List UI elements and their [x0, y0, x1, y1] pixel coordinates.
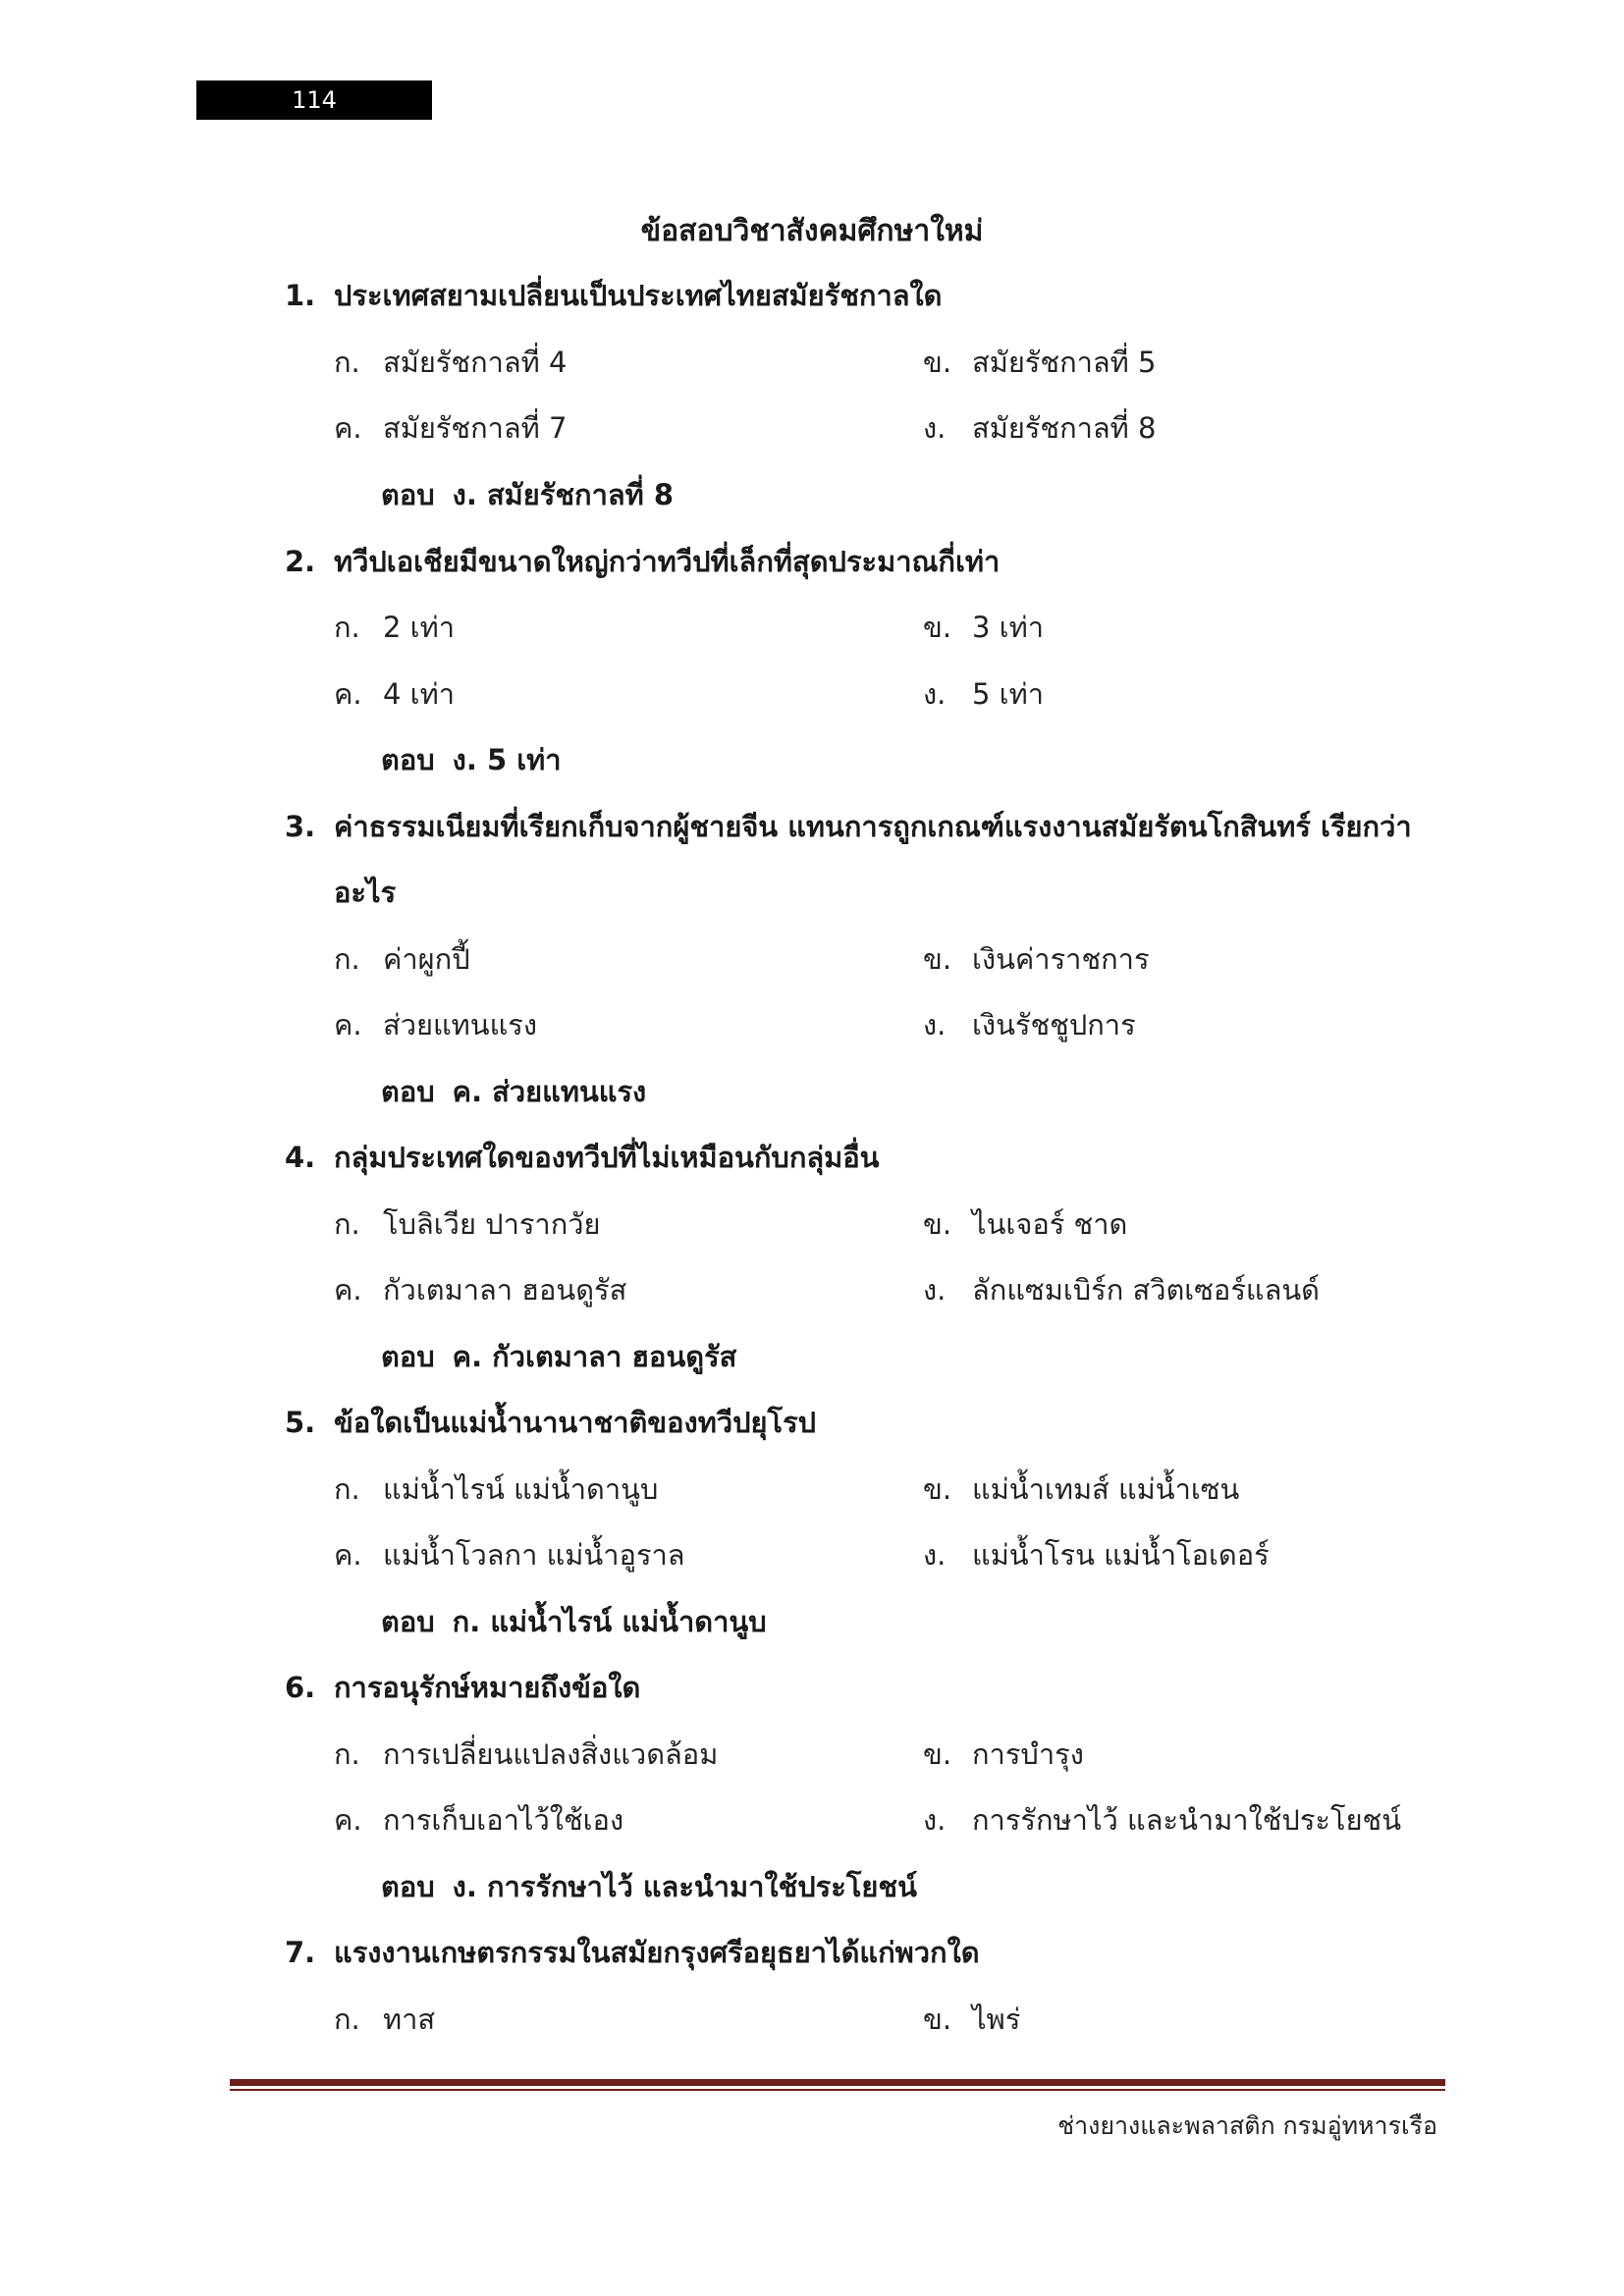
answer-1: ตอบ ง. สมัยรัชกาลที่ 8	[381, 478, 675, 511]
question-number: 2.	[285, 545, 316, 578]
option-a: ก. การเปลี่ยนแปลงสิ่งแวดล้อม	[334, 1737, 719, 1771]
option-b: ข. 3 เท่า	[923, 611, 1044, 644]
question-number: 4.	[285, 1141, 316, 1174]
option-d: ง. ลักแซมเบิร์ก สวิตเซอร์แลนด์	[923, 1273, 1321, 1307]
question-text: ประเทศสยามเปลี่ยนเป็นประเทศไทยสมัยรัชกาลใด	[334, 279, 943, 312]
question-text: แรงงานเกษตรกรรมในสมัยกรุงศรีอยุธยาได้แก่พวกใด	[334, 1936, 980, 1969]
option-b: ข. การบำรุง	[923, 1737, 1084, 1771]
question-text-continued: อะไร	[334, 876, 397, 909]
option-b: ข. เงินค่าราชการ	[923, 942, 1150, 976]
answer-5: ตอบ ก. แม่น้ำไรน์ แม่น้ำดานูบ	[381, 1605, 767, 1638]
option-b: ข. สมัยรัชกาลที่ 5	[923, 346, 1157, 379]
answer-2: ตอบ ง. 5 เท่า	[381, 743, 562, 776]
option-b: ข. ไนเจอร์ ชาด	[923, 1207, 1128, 1241]
option-a: ก. ทาส	[334, 2002, 436, 2036]
page-title: ข้อสอบวิชาสังคมศึกษาใหม่	[640, 214, 984, 248]
question-number: 7.	[285, 1936, 316, 1969]
page-number: 114	[196, 80, 432, 120]
answer-4: ตอบ ค. กัวเตมาลา ฮอนดูรัส	[381, 1340, 737, 1373]
option-a: ก. แม่น้ำไรน์ แม่น้ำดานูบ	[334, 1472, 659, 1506]
question-text: กลุ่มประเทศใดของทวีปที่ไม่เหมือนกับกลุ่มอื่น	[334, 1141, 880, 1174]
option-c: ค. แม่น้ำโวลกา แม่น้ำอูราล	[334, 1538, 685, 1572]
answer-6: ตอบ ง. การรักษาไว้ และนำมาใช้ประโยชน์	[381, 1870, 917, 1903]
question-2	[285, 539, 1000, 584]
option-c: ค. ส่วยแทนแรง	[334, 1008, 538, 1041]
question-3	[285, 804, 1412, 849]
question-text: ทวีปเอเชียมีขนาดใหญ่กว่าทวีปที่เล็กที่สุดประมาณกี่เท่า	[334, 545, 1001, 578]
option-d: ง. แม่น้ำโรน แม่น้ำโอเดอร์	[923, 1538, 1270, 1572]
option-c: ค. การเก็บเอาไว้ใช้เอง	[334, 1803, 624, 1837]
question-number: 3.	[285, 810, 316, 843]
question-5	[285, 1400, 816, 1445]
footer-rule-thick	[230, 2079, 1445, 2086]
question-text: การอนุรักษ์หมายถึงข้อใด	[334, 1671, 641, 1704]
answer-3: ตอบ ค. ส่วยแทนแรง	[381, 1075, 647, 1108]
option-d: ง. เงินรัชชูปการ	[923, 1008, 1136, 1041]
option-a: ก. ค่าผูกปี้	[334, 942, 470, 976]
option-a: ก. สมัยรัชกาลที่ 4	[334, 346, 568, 379]
option-b: ข. ไพร่	[923, 2002, 1021, 2036]
question-1	[285, 273, 943, 318]
question-text: ค่าธรรมเนียมที่เรียกเก็บจากผู้ชายจีน แทนการถูกเกณฑ์แรงงานสมัยรัตนโกสินทร์ เรียกว่า	[334, 810, 1412, 843]
footer-rule-thin	[230, 2089, 1445, 2091]
question-6	[285, 1665, 640, 1710]
question-number: 1.	[285, 279, 316, 312]
option-c: ค. กัวเตมาลา ฮอนดูรัส	[334, 1273, 627, 1307]
option-a: ก. 2 เท่า	[334, 611, 455, 644]
option-a: ก. โบลิเวีย ปารากวัย	[334, 1207, 601, 1241]
option-b: ข. แม่น้ำเทมส์ แม่น้ำเซน	[923, 1472, 1240, 1506]
option-d: ง. สมัยรัชกาลที่ 8	[923, 411, 1157, 445]
option-d: ง. การรักษาไว้ และนำมาใช้ประโยชน์	[923, 1803, 1402, 1837]
option-c: ค. สมัยรัชกาลที่ 7	[334, 411, 568, 445]
question-7	[285, 1930, 980, 1975]
question-text: ข้อใดเป็นแม่น้ำนานาชาติของทวีปยุโรป	[334, 1406, 817, 1439]
question-number: 5.	[285, 1406, 316, 1439]
option-c: ค. 4 เท่า	[334, 677, 455, 711]
question-number: 6.	[285, 1671, 316, 1704]
question-4	[285, 1135, 880, 1180]
option-d: ง. 5 เท่า	[923, 677, 1044, 711]
footer-text: ช่างยางและพลาสติก กรมอู่ทหารเรือ	[1057, 2111, 1437, 2140]
